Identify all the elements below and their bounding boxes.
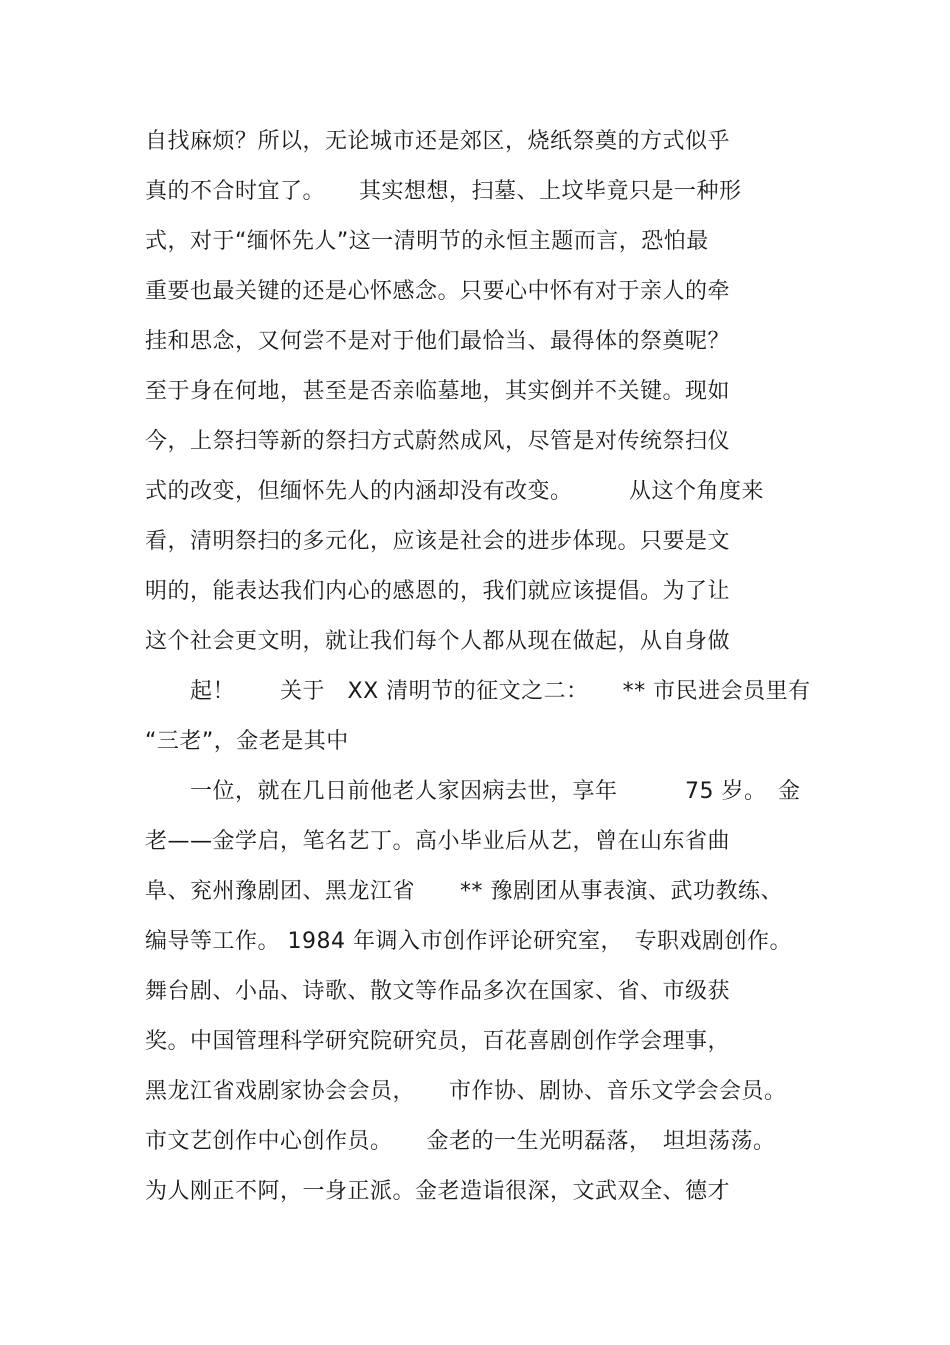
text-line: “三老”，金老是其中 xyxy=(145,729,349,754)
text-line: 市文艺创作中心创作员。 金老的一生光明磊落， 坦坦荡荡。 xyxy=(145,1129,776,1154)
text-line: 编导等工作。 1984 年调入市创作评论研究室， 专职戏剧创作。 xyxy=(145,929,792,954)
text-line: 黑龙江省戏剧家协会会员， 市作协、剧协、音乐文学会会员。 xyxy=(145,1079,787,1104)
text-line: 今，上祭扫等新的祭扫方式蔚然成风，尽管是对传统祭扫仪 xyxy=(145,429,731,454)
text-line: 明的，能表达我们内心的感恩的，我们就应该提倡。为了让 xyxy=(145,579,731,604)
text-line: 老——金学启，笔名艺丁。高小毕业后从艺，曾在山东省曲 xyxy=(145,829,731,854)
text-line: 至于身在何地，甚至是否亲临墓地，其实倒并不关键。现如 xyxy=(145,379,731,404)
text-line: 阜、兖州豫剧团、黑龙江省 ** 豫剧团从事表演、武功教练、 xyxy=(145,879,783,904)
text-line: 奖。中国管理科学研究院研究员，百花喜剧创作学会理事， xyxy=(145,1029,731,1054)
text-line: 看，清明祭扫的多元化，应该是社会的进步体现。只要是文 xyxy=(145,529,731,554)
text-line: 自找麻烦？所以，无论城市还是郊区，烧纸祭奠的方式似乎 xyxy=(145,129,731,154)
text-line: 式的改变，但缅怀先人的内涵却没有改变。 从这个角度来 xyxy=(145,479,765,504)
text-line: 起！ 关于 XX 清明节的征文之二： ** 市民进会员里有 xyxy=(145,679,811,704)
text-line: 挂和思念，又何尝不是对于他们最恰当、最得体的祭奠呢？ xyxy=(145,329,731,354)
text-line: 为人刚正不阿，一身正派。金老造诣很深，文武双全、德才 xyxy=(145,1179,731,1204)
text-line: 一位，就在几日前他老人家因病去世，享年 75 岁。 金 xyxy=(145,779,801,804)
text-line: 这个社会更文明，就让我们每个人都从现在做起，从自身做 xyxy=(145,629,731,654)
text-line: 舞台剧、小品、诗歌、散文等作品多次在国家、省、市级获 xyxy=(145,979,731,1004)
text-line: 重要也最关键的还是心怀感念。只要心中怀有对于亲人的牵 xyxy=(145,279,731,304)
text-line: 真的不合时宜了。 其实想想，扫墓、上坟毕竟只是一种形 xyxy=(145,179,742,204)
text-line: 式，对于“缅怀先人”这一清明节的永恒主题而言，恐怕最 xyxy=(145,229,709,254)
